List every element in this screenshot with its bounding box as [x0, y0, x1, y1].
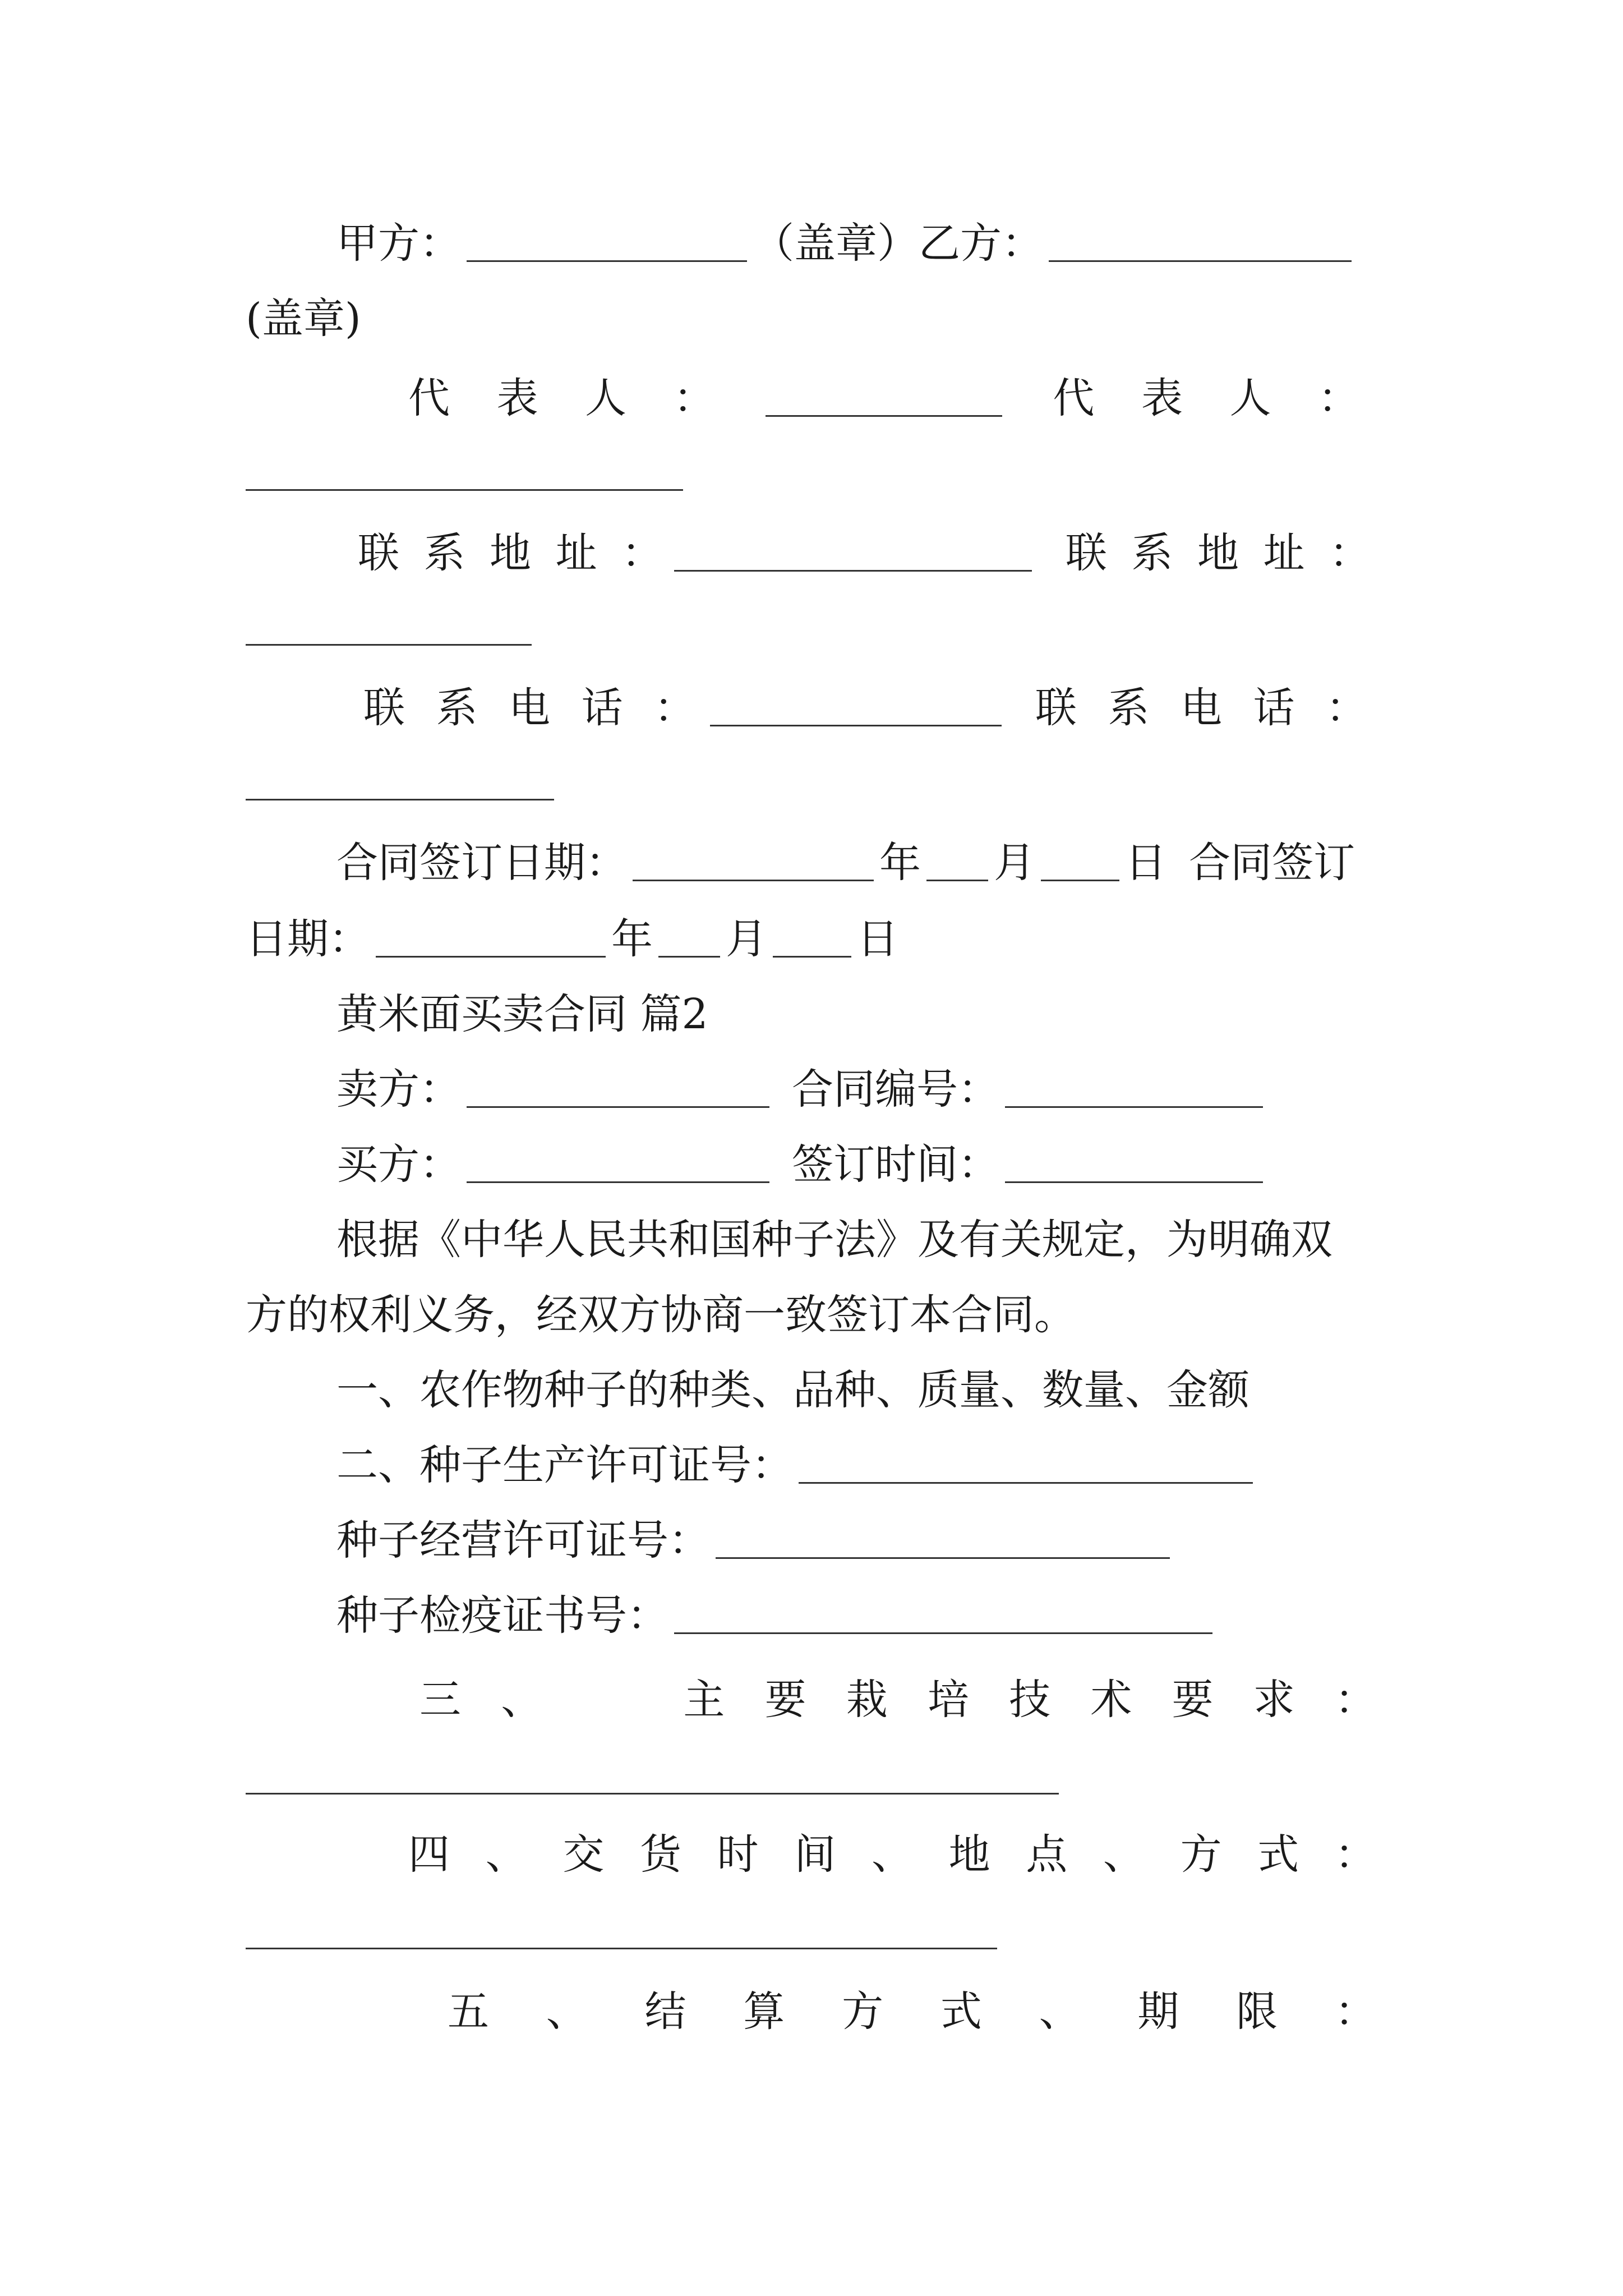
addr-a-field[interactable] [674, 535, 1032, 572]
contract-no-field[interactable] [1005, 1071, 1263, 1108]
date-b-day-field[interactable] [773, 921, 851, 958]
item-3-char: 三 [419, 1676, 461, 1724]
item-2b [246, 1515, 1376, 1566]
seller-label: 卖方： [336, 1065, 461, 1114]
item-5-char: 、 [546, 1987, 588, 2036]
item-5-char: 结 [644, 1987, 686, 2036]
item-4-char: 时 [717, 1830, 759, 1879]
date-b-month-field[interactable] [658, 921, 720, 958]
seal-line [246, 293, 1376, 344]
rep-a-field[interactable] [766, 380, 1003, 417]
quarantine-cert-field[interactable] [674, 1598, 1212, 1634]
party-a-field[interactable] [467, 226, 747, 262]
day-label: 日 [1125, 839, 1166, 887]
item-4-char: 货 [639, 1830, 681, 1879]
section-title [246, 988, 1376, 1040]
rep-b-field[interactable] [246, 489, 683, 491]
item-4-char: 间 [794, 1830, 836, 1879]
item-3-char: 求 [1253, 1676, 1295, 1724]
representative-line [246, 372, 1376, 424]
cultivation-requirements-field[interactable] [246, 1793, 1059, 1795]
intro-line-1 [246, 1214, 1376, 1266]
phone-b-field[interactable] [246, 799, 554, 800]
production-license-field[interactable] [799, 1447, 1253, 1484]
item-3-char: 培 [927, 1676, 969, 1724]
item-5-char: 算 [743, 1987, 785, 2036]
party-line [246, 218, 1376, 269]
item-3-char: 要 [1172, 1676, 1214, 1724]
item-4-char: 、 [485, 1830, 527, 1879]
item-4 [246, 1829, 1376, 1880]
phone-a-label: 联 系 电 话 ： [363, 684, 705, 732]
seal-label-b: (盖章) [246, 295, 361, 343]
party-b-field[interactable] [1049, 226, 1352, 262]
date-b-label-part2: 日期： [246, 915, 370, 963]
addr-b-field[interactable] [246, 644, 532, 646]
item-5-char: 式 [940, 1987, 982, 2036]
item-3-char: 主 [683, 1676, 725, 1724]
date-a-label: 合同签订日期： [336, 839, 627, 887]
buyer-line [246, 1139, 1376, 1190]
item-1-text: 一、农作物种子的种类、品种、质量、数量、金额 [336, 1366, 1249, 1414]
item-2b-label: 种子经营许可证号： [336, 1516, 710, 1565]
item-5 [246, 1986, 1376, 2037]
month-label-b: 月 [726, 915, 767, 963]
item-3 [246, 1674, 1376, 1726]
item-4-char: ： [1334, 1830, 1376, 1879]
intro-line-2 [246, 1289, 1376, 1341]
item-2c [246, 1590, 1376, 1641]
delivery-field[interactable] [246, 1948, 997, 1949]
item-4-char: 点 [1026, 1830, 1068, 1879]
party-b-label: 乙方： [919, 219, 1043, 268]
buyer-label: 买方： [336, 1140, 461, 1189]
item-2c-label: 种子检疫证书号： [336, 1591, 668, 1640]
year-label: 年 [879, 839, 921, 887]
item-3-char: 栽 [846, 1676, 888, 1724]
date-b-label-part1: 合同签订 [1189, 839, 1355, 887]
date-a-day-field[interactable] [1041, 845, 1119, 881]
date-line-b [246, 913, 1376, 965]
seal-label: （盖章） [753, 219, 919, 268]
buyer-field[interactable] [467, 1147, 769, 1183]
contract-no-label: 合同编号： [792, 1065, 999, 1114]
seller-field[interactable] [467, 1071, 769, 1108]
item-3-char: 术 [1090, 1676, 1132, 1724]
item-4-char: 式 [1257, 1830, 1299, 1879]
item-4-char: 、 [1103, 1830, 1145, 1879]
business-license-field[interactable] [716, 1522, 1170, 1559]
item-3-char: ： [1334, 1676, 1376, 1724]
item-2 [246, 1439, 1376, 1491]
item-5-char: ： [1334, 1987, 1376, 2036]
sign-time-field[interactable] [1005, 1147, 1263, 1183]
item-5-char: 、 [1039, 1987, 1081, 2036]
item-4-char: 地 [948, 1830, 990, 1879]
item-4-char: 、 [871, 1830, 913, 1879]
item-3-char: 技 [1009, 1676, 1051, 1724]
party-a-label: 甲方： [336, 219, 461, 268]
sign-time-label: 签订时间： [792, 1140, 999, 1189]
item-3-text [419, 1674, 1376, 1726]
phone-b-label: 联 系 电 话 ： [1035, 684, 1376, 732]
date-b-year-field[interactable] [376, 921, 606, 958]
month-label: 月 [994, 839, 1035, 887]
item-5-char: 限 [1236, 1987, 1278, 2036]
seller-line [246, 1064, 1376, 1115]
rep-b-label: 代 表 人 ： [1053, 374, 1376, 422]
item-3-char: 、 [501, 1676, 543, 1724]
phone-line [246, 682, 1376, 734]
year-label-b: 年 [611, 915, 653, 963]
item-4-char: 四 [408, 1830, 450, 1879]
item-4-char: 方 [1180, 1830, 1222, 1879]
phone-a-field[interactable] [710, 690, 1002, 726]
day-label-b: 日 [857, 915, 898, 963]
item-5-char: 方 [842, 1987, 884, 2036]
intro-text-1: 根据《中华人民共和国种子法》及有关规定，为明确双 [336, 1216, 1332, 1264]
item-1 [246, 1364, 1376, 1416]
addr-a-label: 联 系 地 址 ： [358, 529, 669, 577]
item-2-label: 二、种子生产许可证号： [336, 1441, 793, 1489]
item-4-char: 交 [562, 1830, 605, 1879]
date-line-a [246, 837, 1376, 889]
addr-b-label: 联 系 地 址 ： [1065, 529, 1376, 577]
contract2-title: 黄米面买卖合同 篇2 [336, 990, 708, 1038]
item-3-char: 要 [764, 1676, 806, 1724]
date-a-year-field[interactable] [633, 845, 874, 881]
item-5-text [448, 1986, 1376, 2037]
item-4-text [408, 1829, 1376, 1880]
rep-a-label: 代 表 人 ： [408, 374, 732, 422]
item-5-char: 期 [1137, 1987, 1179, 2036]
intro-text-2: 方的权利义务，经双方协商一致签订本合同。 [246, 1291, 1076, 1339]
item-5-char: 五 [448, 1987, 489, 2036]
date-a-month-field[interactable] [926, 845, 988, 881]
address-line [246, 527, 1376, 579]
